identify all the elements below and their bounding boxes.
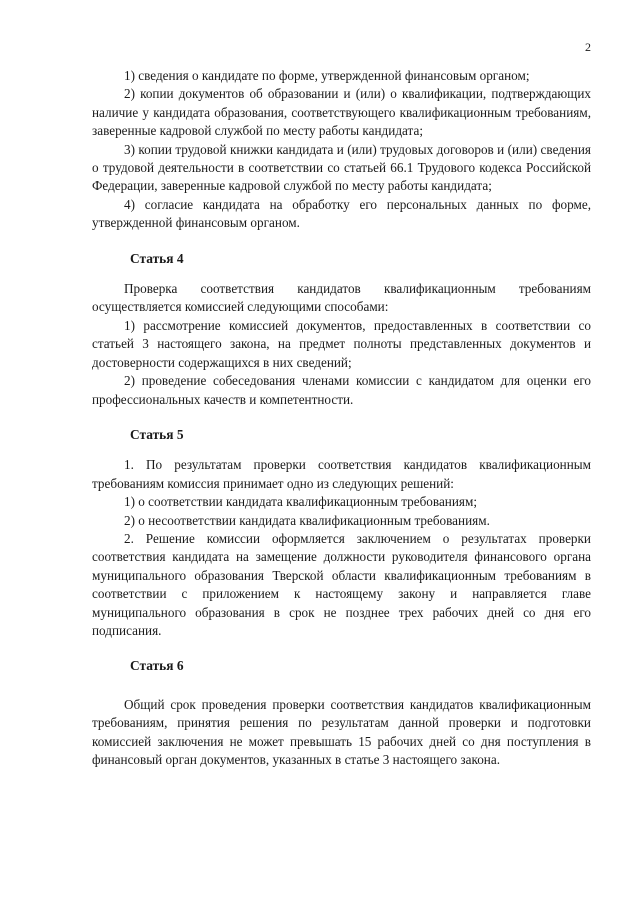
article-5-heading: Статья 5	[130, 426, 184, 442]
article-6-heading: Статья 6	[130, 658, 184, 674]
article-4-heading: Статья 4	[130, 250, 184, 266]
article-5-paragraph: 2) о несоответствии кандидата квалификационным требованиям.	[124, 512, 490, 528]
intro-item-3: 3) копии трудовой книжки кандидата и (или) трудовых договоров и (или) сведения о трудовой деятельности в соответствии со статьей 66.1 Трудового кодекса Российской Федерации, заверенные кадровой службой по месту работы кандидата;	[92, 141, 591, 194]
article-5-paragraph: 1) о соответствии кандидата квалификационным требованиям;	[124, 494, 477, 510]
article-4-paragraph: Проверка соответствия кандидатов квалификационным требованиям осуществляется комиссией следующими способами:	[92, 281, 591, 315]
document-body	[92, 67, 591, 769]
article-5-paragraph: 1. По результатам проверки соответствия кандидатов квалификационным требованиям комиссия принимает одно из следующих решений:	[92, 457, 591, 491]
article-4-paragraph: 1) рассмотрение комиссией документов, предоставленных в соответствии со статьей 3 настоящего закона, на предмет полноты представленных документов и достоверности содержащихся в них сведений;	[92, 317, 591, 370]
intro-item-2: 2) копии документов об образовании и (или) о квалификации, подтверждающих наличие у кандидата образования, соответствующего квалификационным требованиям, заверенные кадровой службой по месту работы кандидата;	[92, 86, 591, 139]
article-4-paragraph: 2) проведение собеседования членами комиссии с кандидатом для оценки его профессиональных качеств и компетентности.	[92, 373, 591, 407]
page-number: 2	[585, 40, 591, 54]
article-5-paragraph: 2. Решение комиссии оформляется заключением о результатах проверки соответствия кандидата на замещение должности руководителя финансового органа муниципального образования Тверской области квалификационным требованиям в соответствии с приложением к настоящему закону и направляется главе муниципального образования в срок не позднее трех рабочих дней со дня его подписания.	[92, 530, 591, 638]
intro-item-4: 4) согласие кандидата на обработку его персональных данных по форме, утвержденной финансовым органом.	[92, 196, 591, 231]
article-6-paragraph: Общий срок проведения проверки соответствия кандидатов квалификационным требованиям, принятия решения по результатам данной проверки и подготовки комиссией заключения не может превышать 15 рабочих дней со дня поступления в финансовый орган документов, указанных в статье 3 настоящего закона.	[92, 696, 591, 767]
intro-item-1: 1) сведения о кандидате по форме, утвержденной финансовым органом;	[124, 68, 530, 83]
